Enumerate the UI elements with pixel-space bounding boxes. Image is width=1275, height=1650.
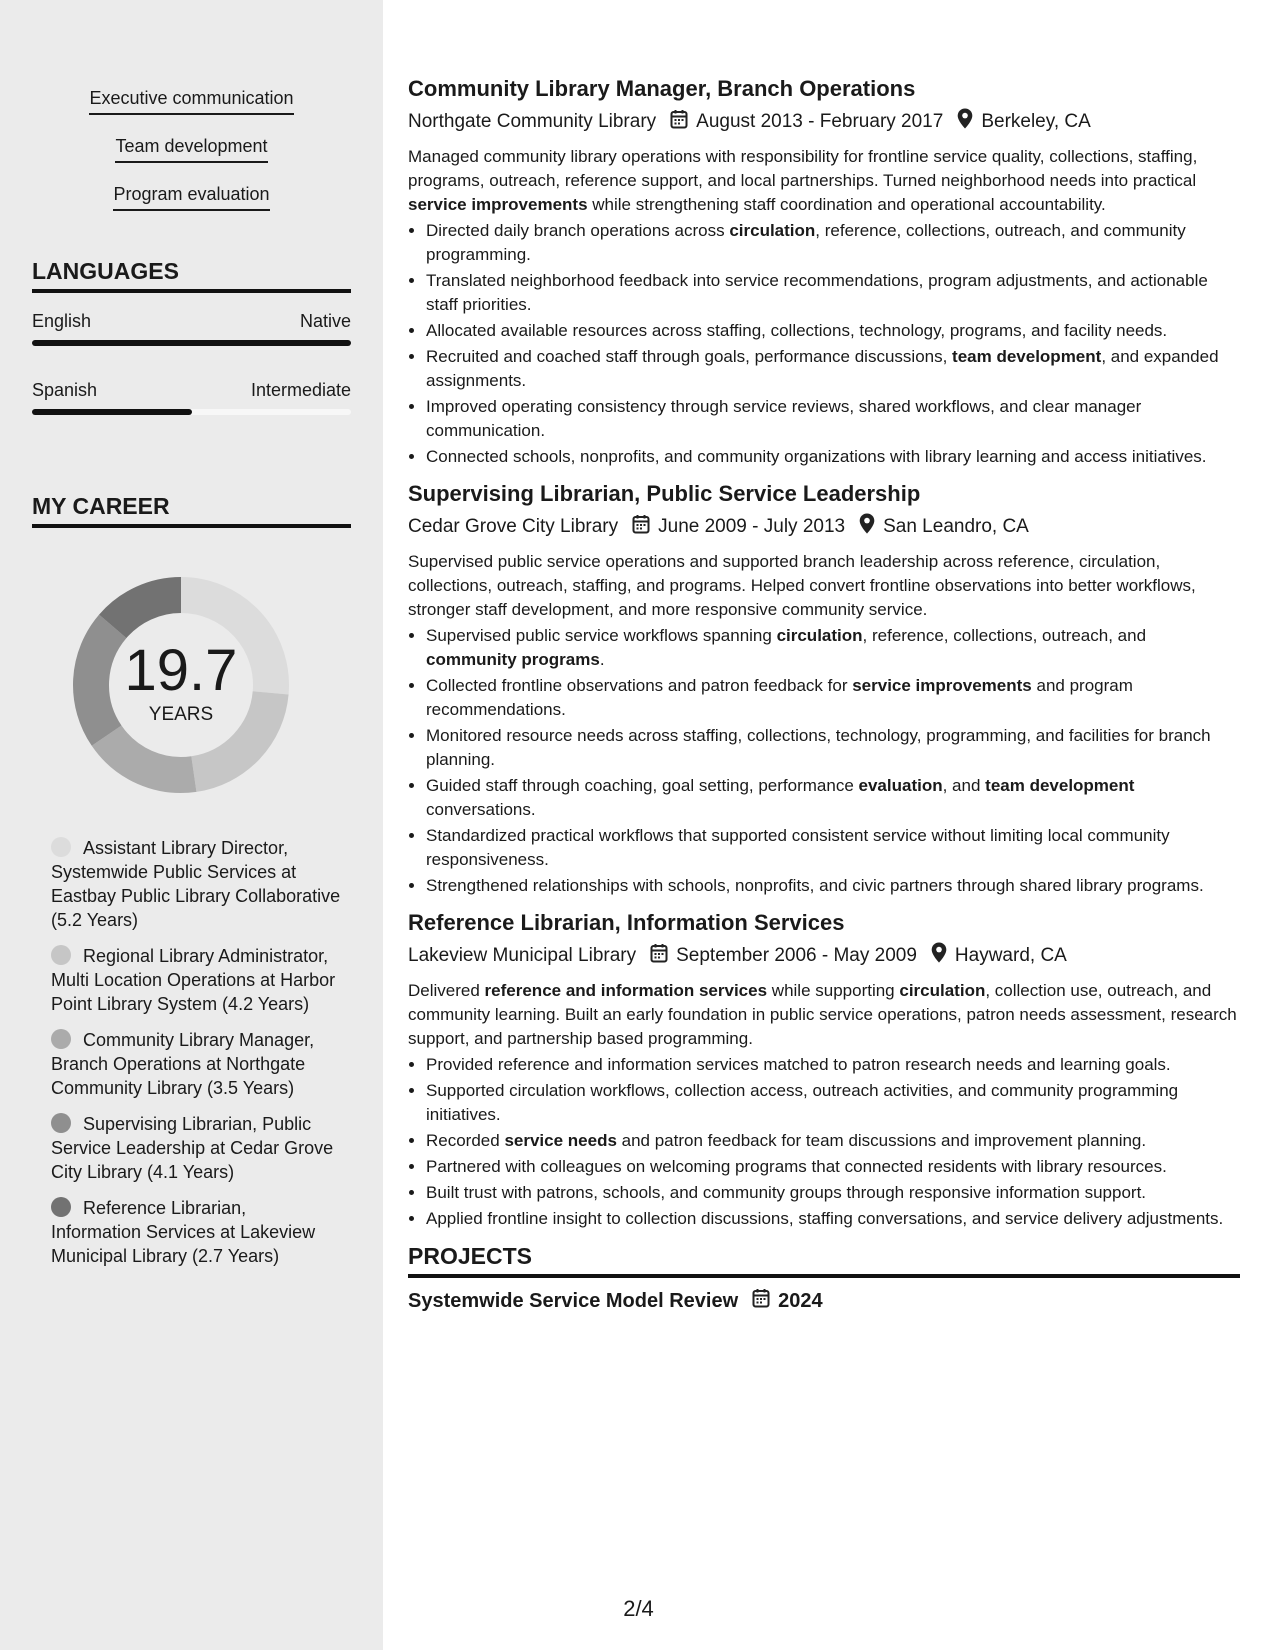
career-legend-item — [51, 944, 341, 1016]
job-organization: Lakeview Municipal Library — [408, 944, 637, 966]
job-bullet: • Applied frontline insight to collection discussions, staffing conversations, and service delivery adjustments. — [426, 1207, 1240, 1231]
language-item — [32, 311, 351, 346]
projects-heading: PROJECTS — [408, 1243, 1240, 1278]
job-location: San Leandro, CA — [883, 515, 1029, 537]
calendar-icon — [632, 514, 650, 540]
legend-label: Regional Library Administrator, Multi Location Operations at Harbor Point Library System (4.2 Years) — [51, 946, 336, 1014]
calendar-icon — [650, 943, 668, 969]
page-number — [0, 1596, 1275, 1622]
job-bullet: • Guided staff through coaching, goal setting, performance evaluation, and team development conversations. — [426, 774, 1240, 822]
career-donut-segment-4 — [113, 595, 181, 626]
job-dates: September 2006 - May 2009 — [676, 944, 917, 966]
language-proficiency-fill — [32, 409, 192, 415]
skill-tag: Program evaluation — [113, 184, 269, 211]
job-bullet: • Supported circulation workflows, collection access, outreach activities, and community programming initiatives. — [426, 1079, 1240, 1127]
location-pin-icon — [859, 513, 875, 540]
job-bullet: • Recruited and coached staff through goals, performance discussions, team development, and expanded assignments. — [426, 345, 1240, 393]
legend-label: Reference Librarian, Information Services at Lakeview Municipal Library (2.7 Years) — [51, 1198, 316, 1266]
career-legend-item — [51, 1028, 341, 1100]
legend-swatch — [51, 1029, 71, 1049]
legend-label: Community Library Manager, Branch Operations at Northgate Community Library (3.5 Years) — [51, 1030, 315, 1098]
legend-label: Supervising Librarian, Public Service Leadership at Cedar Grove City Library (4.1 Years) — [51, 1114, 334, 1182]
job-bullet: • Provided reference and information services matched to patron research needs and learning goals. — [426, 1053, 1240, 1077]
career-total-unit: YEARS — [148, 704, 214, 725]
languages-heading: LANGUAGES — [32, 258, 351, 293]
job-meta — [408, 942, 1240, 969]
job-bullet: • Supervised public service workflows spanning circulation, reference, collections, outreach, and community programs. — [426, 624, 1240, 672]
calendar-icon — [752, 1288, 770, 1314]
skill-tag: Team development — [115, 136, 267, 163]
job-bullets — [408, 624, 1240, 898]
job-entry — [408, 76, 1240, 469]
job-bullets — [408, 219, 1240, 469]
language-level: Intermediate — [250, 380, 351, 400]
legend-label: Assistant Library Director, Systemwide Public Services at Eastbay Public Library Collaborative (5.2 Years) — [51, 838, 341, 930]
career-legend-item — [51, 1112, 341, 1184]
job-location: Berkeley, CA — [981, 110, 1091, 132]
job-bullets — [408, 1053, 1240, 1231]
career-heading: MY CAREER — [32, 493, 351, 528]
job-meta — [408, 513, 1240, 540]
job-title: Supervising Librarian, Public Service Leadership — [408, 481, 921, 506]
skills-list — [32, 88, 351, 232]
location-pin-icon — [931, 942, 947, 969]
legend-swatch — [51, 1113, 71, 1133]
career-donut-segment-2 — [107, 736, 194, 775]
career-total-years: 19.7 — [124, 638, 238, 703]
job-dates: August 2013 - February 2017 — [696, 110, 944, 132]
language-name: English — [32, 311, 92, 331]
job-summary: Delivered reference and information services while supporting circulation, collection use, outreach, and community learning. Built an early foundation in public service operations, patron needs assessment, research support, and partnership based programming. — [408, 981, 1237, 1048]
job-meta — [408, 108, 1240, 135]
job-dates: June 2009 - July 2013 — [658, 515, 846, 537]
page-number-text: 2/4 — [623, 1596, 654, 1621]
job-location: Hayward, CA — [954, 944, 1067, 966]
calendar-icon — [670, 109, 688, 135]
job-bullet: • Standardized practical workflows that supported consistent service without limiting local community responsiveness. — [426, 824, 1240, 872]
language-proficiency-bar — [32, 340, 351, 346]
location-pin-icon — [957, 108, 973, 135]
project-year: 2024 — [778, 1289, 823, 1312]
job-bullet: • Connected schools, nonprofits, and community organizations with library learning and access initiatives. — [426, 445, 1240, 469]
job-bullet: • Partnered with colleagues on welcoming programs that connected residents with library resources. — [426, 1155, 1240, 1179]
job-organization: Cedar Grove City Library — [408, 515, 619, 537]
job-title: Reference Librarian, Information Services — [408, 910, 845, 935]
project-item — [408, 1288, 1240, 1314]
job-bullet: • Built trust with patrons, schools, and community groups through responsive information support. — [426, 1181, 1240, 1205]
job-organization: Northgate Community Library — [408, 110, 657, 132]
skill-tag: Executive communication — [89, 88, 293, 115]
language-proficiency-bar — [32, 409, 351, 415]
career-legend — [51, 836, 341, 1268]
job-bullet: • Improved operating consistency through service reviews, shared workflows, and clear manager communication. — [426, 395, 1240, 443]
job-bullet: • Recorded service needs and patron feedback for team discussions and improvement planning. — [426, 1129, 1240, 1153]
legend-swatch — [51, 945, 71, 965]
sidebar — [0, 0, 383, 1650]
job-bullet: • Directed daily branch operations across circulation, reference, collections, outreach, and community programming. — [426, 219, 1240, 267]
career-donut-chart — [66, 570, 296, 800]
job-summary: Managed community library operations with responsibility for frontline service quality, collections, staffing, programs, outreach, reference support, and local partnerships. Turned neighborhood needs into practical service improvements while strengthening staff coordination and operational accountability. — [408, 147, 1198, 214]
language-level: Native — [299, 311, 351, 331]
career-legend-item — [51, 1196, 341, 1268]
job-summary: Supervised public service operations and supported branch leadership across reference, circulation, collections, outreach, staffing, and programs. Helped convert frontline observations into better workflows, stronger staff development, and more responsive community service. — [408, 552, 1196, 619]
language-proficiency-fill — [32, 340, 351, 346]
job-bullet: • Allocated available resources across staffing, collections, technology, programs, and facility needs. — [426, 319, 1240, 343]
job-bullet: • Monitored resource needs across staffing, collections, technology, programming, and facilities for branch planning. — [426, 724, 1240, 772]
language-name: Spanish — [32, 380, 98, 400]
main-content — [408, 76, 1240, 1314]
job-entry — [408, 910, 1240, 1231]
career-legend-item — [51, 836, 341, 932]
job-bullet: • Strengthened relationships with schools, nonprofits, and civic partners through shared library programs. — [426, 874, 1240, 898]
legend-swatch — [51, 837, 71, 857]
language-item — [32, 380, 351, 415]
job-bullet: • Translated neighborhood feedback into service recommendations, program adjustments, and actionable staff priorities. — [426, 269, 1240, 317]
project-name: Systemwide Service Model Review — [408, 1289, 739, 1312]
job-bullet: • Collected frontline observations and patron feedback for service improvements and program recommendations. — [426, 674, 1240, 722]
job-title: Community Library Manager, Branch Operations — [408, 76, 916, 101]
legend-swatch — [51, 1197, 71, 1217]
job-entry — [408, 481, 1240, 898]
